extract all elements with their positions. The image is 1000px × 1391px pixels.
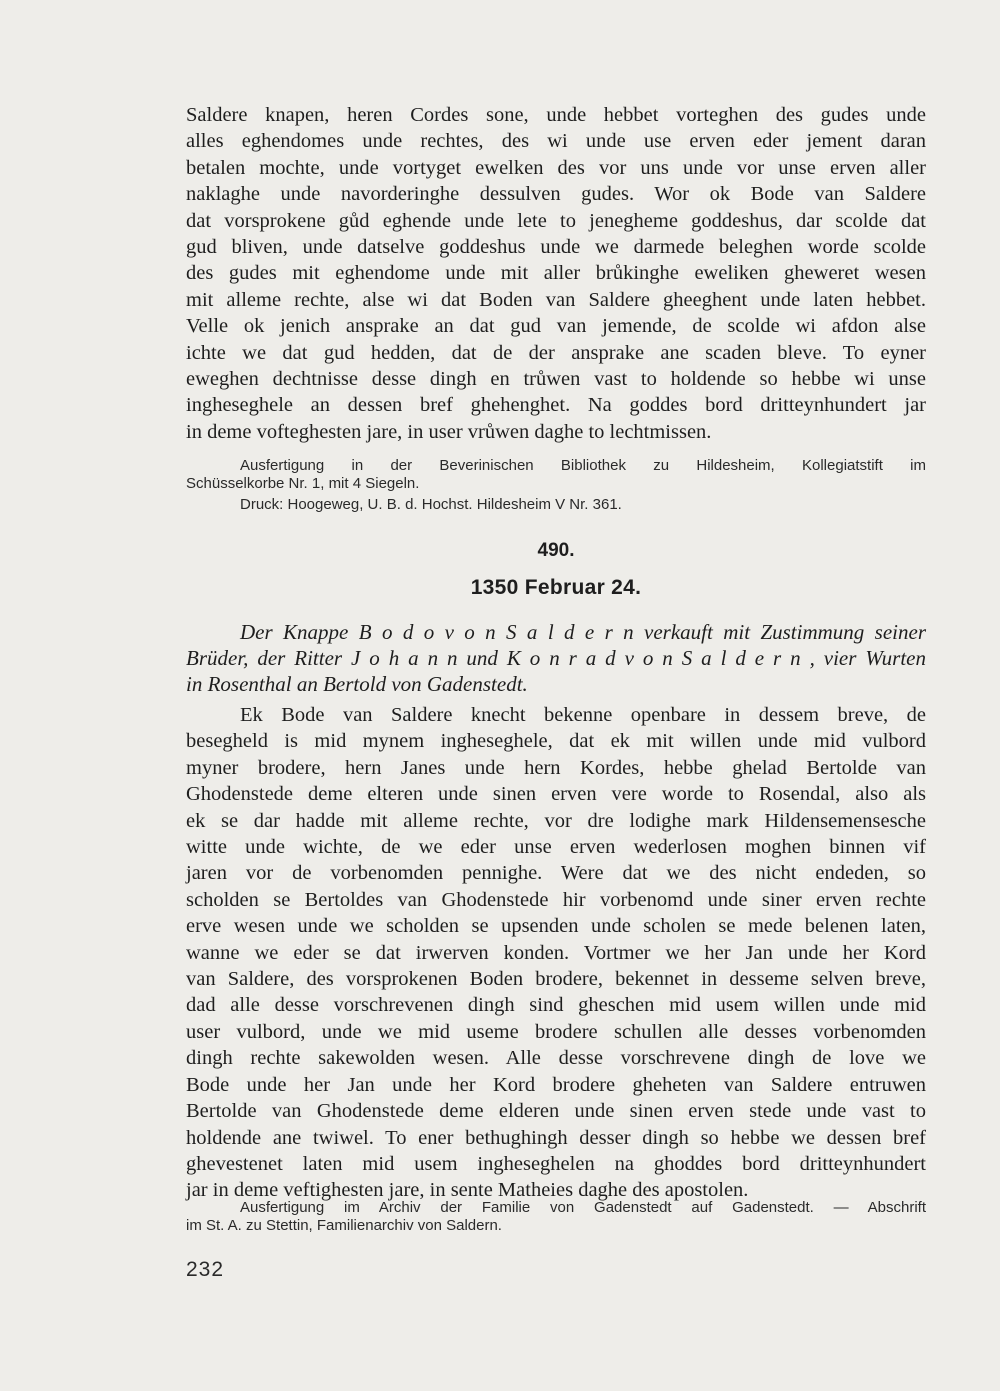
text-line: ek se dar hadde mit alleme rechte, vor dre lodighe mark Hildensemensesche <box>186 809 926 832</box>
charter-text <box>186 702 926 1204</box>
text-line: ghevestenet laten mid usem ingheseghelen na ghoddes bord dritteynhundert <box>186 1152 926 1175</box>
text-line: besegheld is mid mynem ingheseghele, dat ek mit willen unde mid vulbord <box>186 730 926 753</box>
regest-line: in Rosenthal an Bertold von Gadenstedt. <box>186 672 528 696</box>
text-line: holdende ane twiwel. To ener bethughingh desser dingh so hebbe we dessen bref <box>186 1126 926 1149</box>
text-line: van Saldere, des vorsprokenen Boden brodere, bekennet in desseme selven breve, <box>186 968 926 991</box>
text-line: eweghen dechtnisse desse dingh en trůwen vast to holdende so hebbe wi unse <box>186 368 926 391</box>
note-line: Schüsselkorbe Nr. 1, mit 4 Siegeln. <box>186 475 420 492</box>
note-line: Ausfertigung in der Beverinischen Bibliothek zu Hildesheim, Kollegiatstift im <box>240 457 926 474</box>
text-line: Bertolde van Ghodenstede deme elderen unde sinen erven stede unde vast to <box>186 1100 926 1123</box>
text-line: jar in deme veftighesten jare, in sente Matheies daghe des apostolen. <box>186 1179 749 1202</box>
document-date: 1350 Februar 24. <box>470 576 642 599</box>
text-line: des gudes mit eghendome unde mit aller brůkinghe eweliken gheweret wesen <box>186 262 926 285</box>
text-line: betalen mochte, unde vortyget ewelken des vor uns unde vor unse erven aller <box>186 156 926 179</box>
regest-line: Der Knappe B o d o v o n S a l d e r n verkauft mit Zustimmung seiner <box>240 620 926 644</box>
note-line: Druck: Hoogeweg, U. B. d. Hochst. Hildesheim V Nr. 361. <box>240 496 622 513</box>
text-line: gud bliven, unde datselve goddeshus unde we darmede beleghen worde scolde <box>186 236 926 259</box>
charter-text-continued <box>186 102 926 445</box>
text-line: myner brodere, hern Janes unde hern Kordes, hebbe ghelad Bertolde van <box>186 756 926 779</box>
text-line: naklaghe unde navorderinghe dessulven gudes. Wor ok Bode van Saldere <box>186 183 926 206</box>
text-line: jaren vor de vorbenomden pennighe. Were dat we des nicht endeden, so <box>186 862 926 885</box>
text-line: in deme vofteghesten jare, in user vrůwen daghe to lechtmissen. <box>186 420 712 443</box>
text-line: dat vorsprokene gůd eghende unde lete to jenegheme goddeshus, dar scolde dat <box>186 209 926 232</box>
text-line: Saldere knapen, heren Cordes sone, unde hebbet vorteghen des gudes unde <box>186 104 926 126</box>
text-line: alles eghendomes unde rechtes, des wi unde use erven eder jement daran <box>186 130 926 153</box>
text-line: erve wesen unde we scholden se upsenden unde scholen se mede belenen laten, <box>186 915 926 938</box>
text-line: Bode unde her Jan unde her Kord brodere gheheten van Saldere entruwen <box>186 1073 926 1096</box>
regest-summary <box>186 619 926 697</box>
print-reference-note <box>186 496 926 514</box>
text-line: witte unde wichte, de we eder unse erven wederlosen moghen binnen vif <box>186 836 926 859</box>
regest-line: Brüder, der Ritter J o h a n n und K o n r a d v o n S a l d e r n , vier Wurten <box>186 646 926 670</box>
text-line: Velle ok jenich ansprake an dat gud van jemende, de scolde wi afdon alse <box>186 315 926 338</box>
archival-note <box>186 457 926 493</box>
text-line: ichte we dat gud hedden, dat de der ansprake ane scaden bleve. To eyner <box>186 341 926 364</box>
text-line: wanne we eder se dat irwerven konden. Vortmer we her Jan unde her Kord <box>186 941 926 964</box>
text-line: Ek Bode van Saldere knecht bekenne openbare in dessem breve, de <box>240 704 926 726</box>
note-line: Ausfertigung im Archiv der Familie von Gadenstedt auf Gadenstedt. — Abschrift <box>240 1199 926 1216</box>
note-line: im St. A. zu Stettin, Familienarchiv von Saldern. <box>186 1217 502 1234</box>
text-line: Ghodenstede deme elteren unde sinen erven vere worde to Rosendal, also als <box>186 783 926 806</box>
text-line: dad alle desse vorschrevenen dingh sind gheschen mid usem willen unde mid <box>186 994 926 1017</box>
document-number: 490. <box>537 540 575 561</box>
text-line: mit alleme rechte, alse wi dat Boden van Saldere gheeghent unde laten hebbet. <box>186 288 926 311</box>
text-line: dingh rechte sakewolden wesen. Alle desse vorschrevene dingh de love we <box>186 1047 926 1070</box>
text-line: scholden se Bertoldes van Ghodenstede hir vorbenomd unde siner erven rechte <box>186 888 926 911</box>
archival-note <box>186 1199 926 1235</box>
page-number: 232 <box>186 1258 225 1281</box>
text-line: ingheseghele an dessen bref ghehenghet. Na goddes bord dritteynhundert jar <box>186 394 926 417</box>
text-line: user vulbord, unde we mid useme brodere schullen alle desses vorbenomden <box>186 1020 926 1043</box>
